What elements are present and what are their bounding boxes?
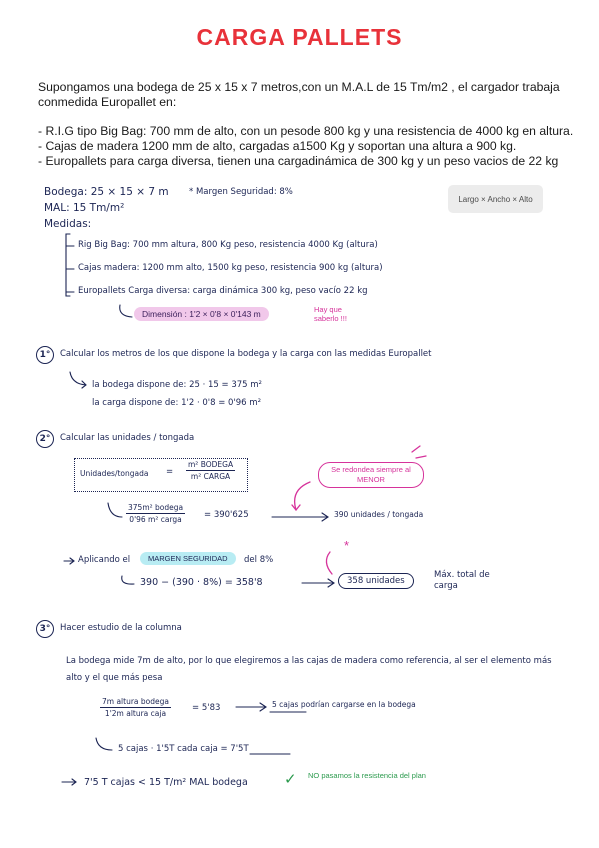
- calc-arrow: [108, 503, 122, 517]
- asterisk-mark: *: [344, 538, 350, 553]
- intro-paragraph: Supongamos una bodega de 25 x 15 x 7 metros,con un M.A.L de 15 Tm/m2 , el cargador trabaja conmedida Europallet en:: [38, 80, 560, 109]
- medida-cajas: Cajas madera: 1200 mm alto, 1500 kg peso, resistencia 900 kg (altura): [78, 263, 383, 273]
- check-icon: ✓: [284, 771, 297, 788]
- step1-line2: la carga dispone de: 1'2 · 0'8 = 0'96 m²: [92, 398, 261, 408]
- emphasis-strokes: [412, 446, 426, 458]
- step1-arrow: [70, 372, 86, 388]
- asterisk-arrow: [326, 552, 332, 574]
- formula-denominator: m² CARGA: [190, 472, 231, 481]
- step2-number: 2°: [36, 430, 54, 448]
- given-margen: * Margen Seguridad: 8%: [189, 187, 293, 197]
- margin-prefix: Aplicando el: [78, 555, 131, 565]
- result-arrow: [272, 513, 328, 521]
- final-bullet-arrow: [62, 779, 76, 785]
- medida-big-bag: Rig Big Bag: 700 mm altura, 800 Kg peso, resistencia 4000 Kg (altura): [78, 240, 378, 250]
- hay-que-saberlo-note: Hay que saberlo !!!: [314, 305, 347, 323]
- given-medidas: Medidas:: [44, 218, 92, 230]
- redondeo-note: Se redondea siempre al MENOR: [318, 462, 424, 488]
- margin-result: 358 unidades: [338, 573, 414, 589]
- step1-line1: la bodega dispone de: 25 · 15 = 375 m²: [92, 380, 262, 390]
- max-total-note: Máx. total de carga: [434, 570, 490, 591]
- intro-bullet-3: - Europallets para carga diversa, tienen una cargadinámica de 300 kg y un peso vacios de 22 kg: [38, 154, 559, 168]
- intro-bullet-1: - R.I.G tipo Big Bag: 700 mm de alto, con un pesode 800 kg y una resistencia de 4000 kg en altura.: [38, 124, 574, 138]
- dimension-arrow: [120, 305, 132, 317]
- formula-left: Unidades/tongada: [80, 469, 149, 478]
- margin-bullet-arrow: [64, 558, 74, 564]
- margin-result-arrow: [302, 579, 334, 587]
- step3-final: 7'5 T cajas < 15 T/m² MAL bodega: [84, 777, 248, 788]
- medidas-bracket: [66, 234, 70, 296]
- margin-suffix: del 8%: [244, 555, 274, 565]
- redondeo-arrow: [295, 482, 310, 510]
- step3-line2: 5 cajas · 1'5T cada caja = 7'5T: [118, 744, 249, 754]
- height-denominator: 1'2m altura caja: [104, 709, 167, 718]
- height-arrow: [236, 703, 266, 711]
- given-mal: MAL: 15 Tm/m²: [44, 202, 125, 214]
- result-units: 390 unidades / tongada: [334, 510, 424, 519]
- calc-numerator: 375m² bodega: [128, 503, 184, 512]
- height-result: = 5'83: [192, 703, 221, 713]
- height-numerator: 7m altura bodega: [102, 697, 169, 706]
- page-title: CARGA PALLETS: [196, 24, 403, 50]
- step1-heading: Calcular los metros de los que dispone la bodega y la carga con las medidas Europallet: [60, 349, 432, 359]
- medida-europallets: Europallets Carga diversa: carga dinámica 300 kg, peso vacío 22 kg: [78, 286, 368, 296]
- dimension-highlight: Dimensión : 1'2 × 0'8 × 0'143 m: [134, 307, 269, 321]
- step2-heading: Calcular las unidades / tongada: [60, 433, 195, 443]
- cajas-arrow: [96, 738, 112, 750]
- step3-conclusion: NO pasamos la resistencia del plan: [308, 771, 426, 780]
- given-bodega: Bodega: 25 × 15 × 7 m: [44, 186, 169, 198]
- step3-number: 3°: [36, 620, 54, 638]
- margin-calc: 390 − (390 · 8%) = 358'8: [140, 577, 263, 588]
- calc-denominator: 0'96 m² carga: [129, 515, 182, 524]
- step3-text: La bodega mide 7m de alto, por lo que elegiremos a las cajas de madera como referencia, al ser el elemento más alto y el que más pesa: [66, 656, 552, 683]
- margin-calc-arrow: [122, 576, 134, 584]
- formula-numerator: m² BODEGA: [188, 460, 234, 469]
- step3-heading: Hacer estudio de la columna: [60, 623, 182, 633]
- margin-tag: MARGEN SEGURIDAD: [140, 552, 236, 565]
- intro-bullet-2: - Cajas de madera 1200 mm de alto, cargadas a1500 Kg y soportan una altura a 900 kg.: [38, 139, 517, 153]
- dimension-hint-text: Largo × Ancho × Alto: [458, 194, 533, 204]
- height-out: 5 cajas podrían cargarse en la bodega: [272, 700, 416, 709]
- step1-number: 1°: [36, 346, 54, 364]
- calc-result: = 390'625: [204, 510, 249, 520]
- formula-equals: =: [166, 467, 174, 477]
